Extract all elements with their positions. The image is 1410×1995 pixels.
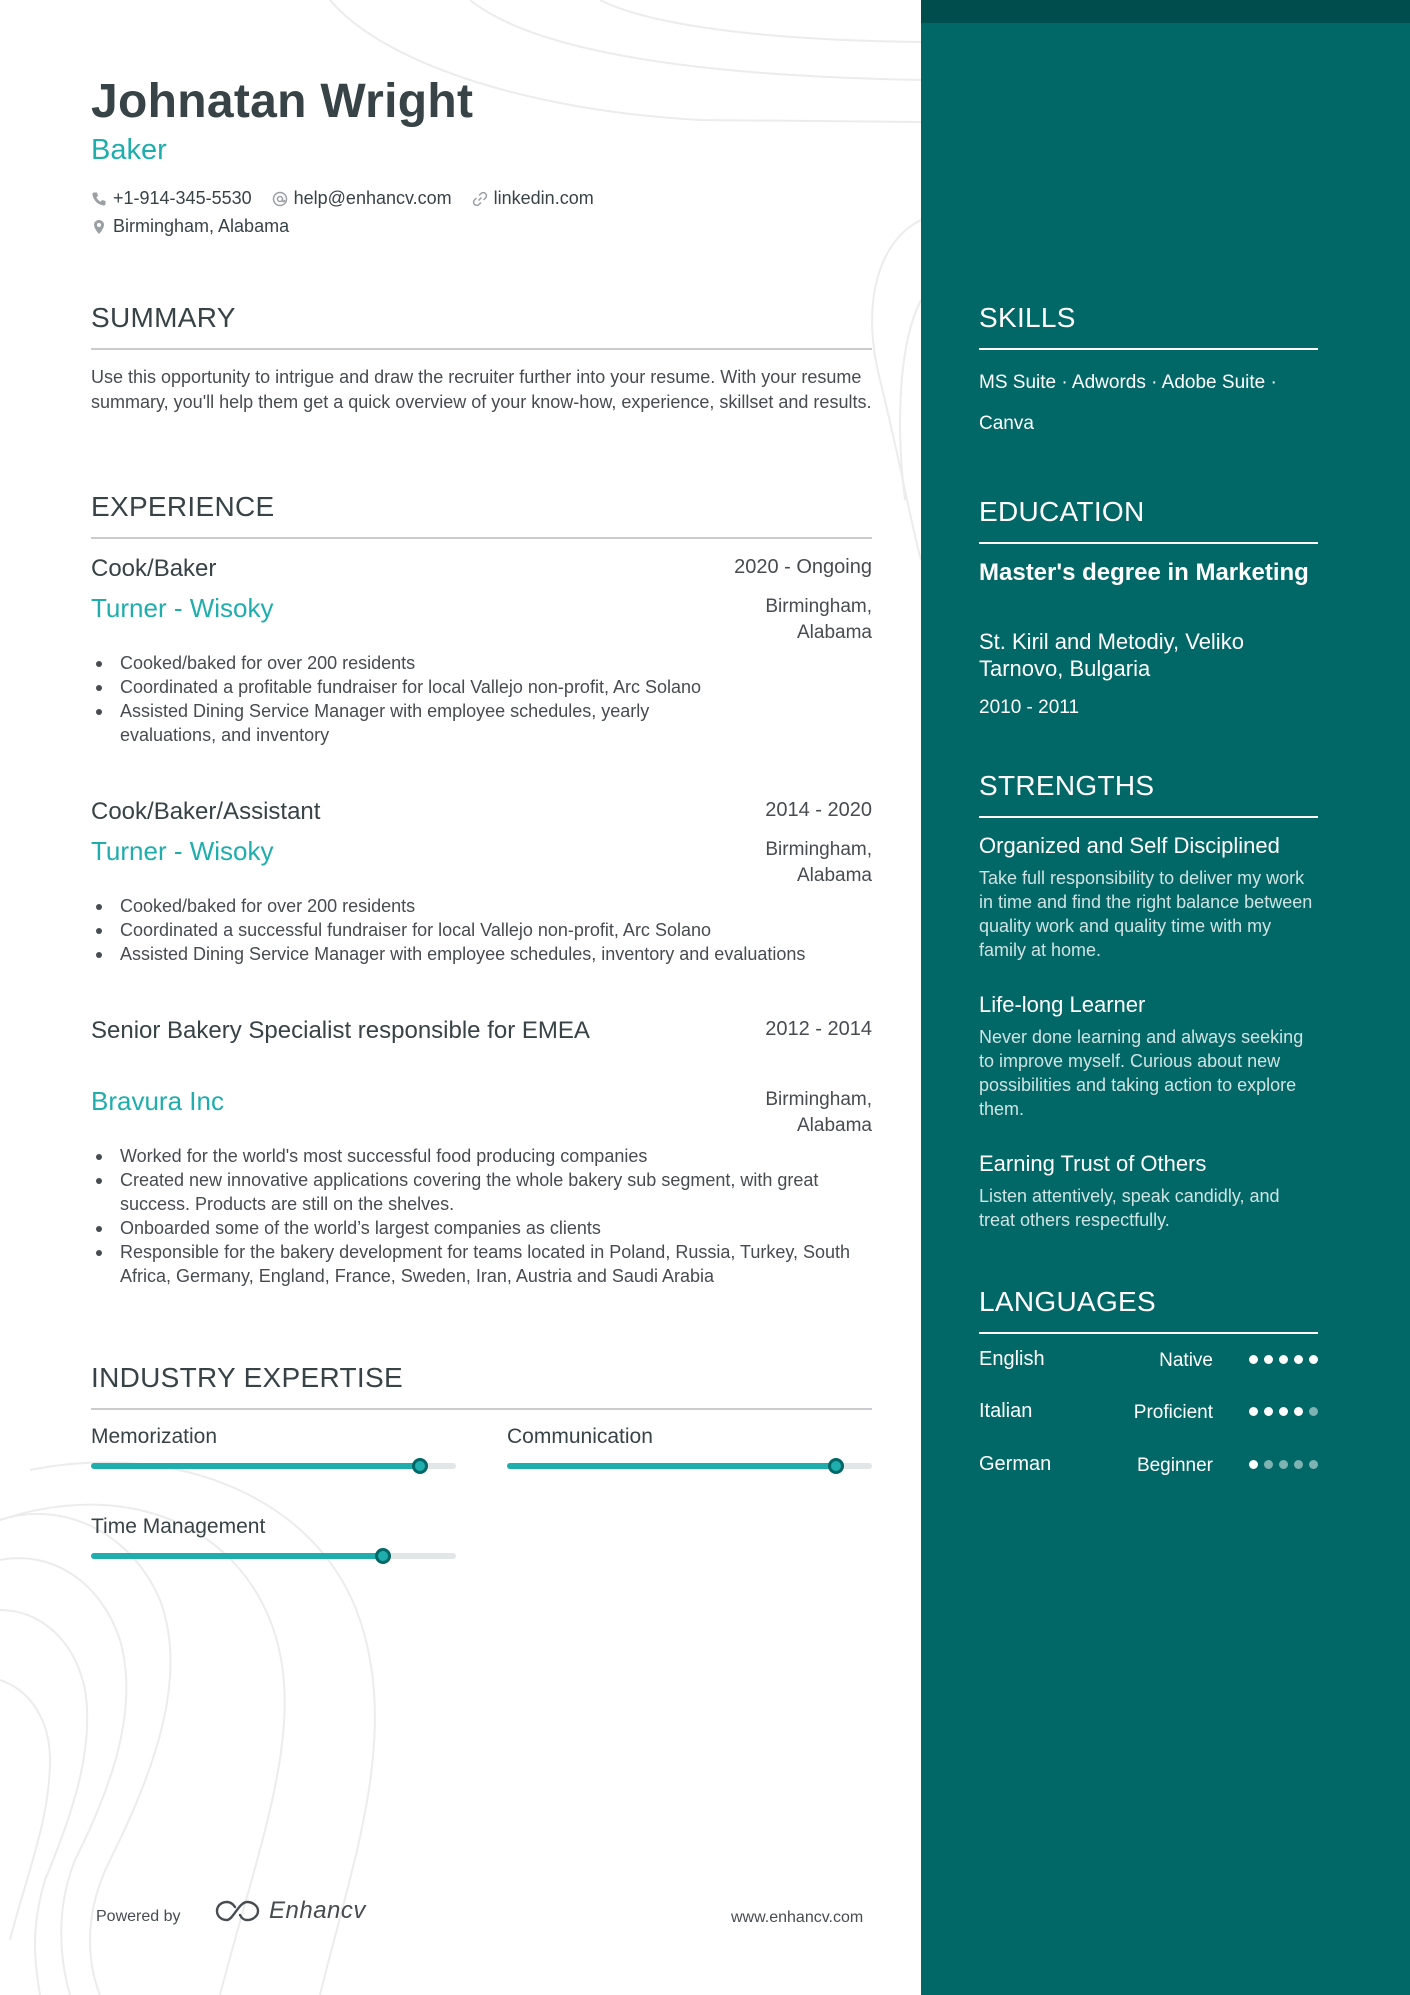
language-name: Italian: [979, 1400, 1033, 1422]
list-item: Coordinated a successful fundraiser for local Vallejo non-profit, Arc Solano: [91, 918, 872, 942]
strengths-divider: [979, 816, 1318, 818]
summary-heading: SUMMARY: [91, 302, 236, 333]
dot-filled: [1294, 1407, 1303, 1416]
location-row: [91, 216, 309, 237]
expertise-fill: [91, 1463, 420, 1469]
expertise-track: [91, 1553, 456, 1559]
contact-linkedin[interactable]: [472, 188, 594, 209]
dot-filled: [1294, 1355, 1303, 1364]
strength-item: [979, 991, 1318, 1121]
link-icon: [472, 191, 488, 207]
strength-title: Life-long Learner: [979, 992, 1146, 1017]
job-company: Turner - Wisoky: [91, 836, 274, 866]
job-location: Birmingham, Alabama: [765, 1089, 872, 1136]
contact-location: [91, 216, 289, 237]
job-entry: [91, 1016, 872, 1316]
location-pin-icon: [91, 219, 107, 235]
language-level: Proficient: [1133, 1402, 1213, 1423]
strength-item: [979, 832, 1318, 962]
expertise-label: Memorization: [91, 1425, 218, 1448]
expertise-label: Time Management: [91, 1515, 266, 1538]
expertise-label: Communication: [507, 1425, 653, 1448]
dot-filled: [1279, 1355, 1288, 1364]
education-school: St. Kiril and Metodiy, Veliko Tarnovo, Bulgaria: [979, 629, 1244, 681]
list-item: Assisted Dining Service Manager with employee schedules, inventory and evaluations: [91, 942, 872, 966]
job-entry: [91, 554, 872, 774]
language-row: [979, 1453, 1318, 1483]
dot-filled: [1249, 1460, 1258, 1469]
expertise-item: [91, 1515, 456, 1539]
list-item: Created new innovative applications covering the whole bakery sub segment, with great success. Products are still on the shelves.: [91, 1168, 872, 1216]
strengths-heading: STRENGTHS: [979, 770, 1155, 801]
expertise-knob: [412, 1458, 428, 1474]
expertise-knob: [375, 1548, 391, 1564]
dot-empty: [1264, 1460, 1273, 1469]
list-item: Assisted Dining Service Manager with employee schedules, yearly evaluations, and inventory: [91, 699, 872, 747]
expertise-fill: [91, 1553, 383, 1559]
dot-empty: [1279, 1460, 1288, 1469]
education-degree: Master's degree in Marketing: [979, 559, 1309, 586]
language-level: Beginner: [1136, 1455, 1213, 1476]
powered-by-label: Powered by: [96, 1908, 181, 1925]
skills-divider: [979, 348, 1318, 350]
experience-heading: EXPERIENCE: [91, 491, 275, 522]
education-dates: 2010 - 2011: [979, 697, 1080, 718]
expertise-divider: [91, 1408, 872, 1410]
candidate-name: Johnatan Wright: [91, 75, 474, 128]
list-item: Cooked/baked for over 200 residents: [91, 894, 872, 918]
job-title: Cook/Baker: [91, 555, 217, 582]
list-item: Coordinated a profitable fundraiser for local Vallejo non-profit, Arc Solano: [91, 675, 872, 699]
language-name: English: [979, 1348, 1045, 1370]
sidebar-top-bar: [921, 0, 1410, 23]
job-company: Turner - Wisoky: [91, 593, 274, 623]
languages-divider: [979, 1332, 1318, 1334]
job-dates: 2020 - Ongoing: [734, 556, 872, 578]
education-divider: [979, 542, 1318, 544]
language-dots: [1243, 1355, 1318, 1364]
dot-filled: [1249, 1355, 1258, 1364]
job-bullets: [91, 1144, 872, 1288]
job-location: Birmingham, Alabama: [765, 839, 872, 886]
job-title: Senior Bakery Specialist responsible for EMEA: [91, 1017, 590, 1044]
job-entry: [91, 797, 872, 997]
email-text: help@enhancv.com: [293, 188, 452, 208]
language-dots: [1243, 1460, 1318, 1469]
language-row: [979, 1348, 1318, 1378]
job-company: Bravura Inc: [91, 1086, 224, 1116]
languages-heading: LANGUAGES: [979, 1286, 1156, 1317]
contact-phone[interactable]: [91, 188, 252, 209]
job-dates: 2012 - 2014: [765, 1018, 872, 1040]
website-link[interactable]: www.enhancv.com: [731, 1909, 864, 1926]
strength-title: Earning Trust of Others: [979, 1151, 1207, 1176]
dot-filled: [1264, 1407, 1273, 1416]
job-title: Cook/Baker/Assistant: [91, 798, 321, 825]
dot-empty: [1294, 1460, 1303, 1469]
dot-empty: [1309, 1460, 1318, 1469]
skills-heading: SKILLS: [979, 302, 1076, 333]
dot-filled: [1249, 1407, 1258, 1416]
job-bullets: [91, 651, 872, 747]
expertise-track: [507, 1463, 872, 1469]
location-text: Birmingham, Alabama: [113, 216, 290, 236]
strength-title: Organized and Self Disciplined: [979, 833, 1280, 858]
expertise-heading: INDUSTRY EXPERTISE: [91, 1362, 403, 1393]
strength-desc: Never done learning and always seeking to improve myself. Curious about new possibilities and taking action to explore them.: [979, 1027, 1304, 1119]
language-name: German: [979, 1453, 1052, 1475]
expertise-knob: [828, 1458, 844, 1474]
language-level: Native: [1159, 1350, 1213, 1371]
language-dots: [1243, 1407, 1318, 1416]
summary-text: Use this opportunity to intrigue and draw the recruiter further into your resume. With your resume summary, you'll help them get a quick overview of your know-how, experience, skillset and results.: [91, 367, 872, 412]
expertise-fill: [507, 1463, 836, 1469]
list-item: Cooked/baked for over 200 residents: [91, 651, 872, 675]
list-item: Worked for the world's most successful food producing companies: [91, 1144, 872, 1168]
dot-filled: [1264, 1355, 1273, 1364]
dot-empty: [1309, 1407, 1318, 1416]
expertise-item: [91, 1425, 456, 1449]
linkedin-text: linkedin.com: [493, 188, 594, 208]
expertise-item: [507, 1425, 872, 1449]
skills-list: MS Suite · Adwords · Adobe Suite · Canva: [979, 372, 1277, 434]
experience-divider: [91, 537, 872, 539]
infinity-logo-icon: [215, 1898, 261, 1924]
candidate-role: Baker: [91, 134, 167, 166]
list-item: Onboarded some of the world’s largest companies as clients: [91, 1216, 872, 1240]
phone-icon: [91, 191, 107, 207]
job-location: Birmingham, Alabama: [765, 596, 872, 643]
expertise-track: [91, 1463, 456, 1469]
phone-text: +1-914-345-5530: [113, 188, 252, 208]
job-bullets: [91, 894, 872, 966]
dot-filled: [1279, 1407, 1288, 1416]
enhancv-logo[interactable]: [215, 1897, 366, 1925]
contact-row: [91, 188, 614, 209]
brand-name: Enhancv: [269, 1897, 366, 1924]
job-dates: 2014 - 2020: [765, 799, 872, 821]
strength-desc: Listen attentively, speak candidly, and treat others respectfully.: [979, 1186, 1280, 1230]
education-heading: EDUCATION: [979, 496, 1145, 527]
contact-email[interactable]: [272, 188, 452, 209]
strength-desc: Take full responsibility to deliver my work in time and find the right balance between quality work and quality time with my family at home.: [979, 868, 1313, 960]
strength-item: [979, 1150, 1318, 1232]
at-sign-icon: [272, 191, 288, 207]
dot-filled: [1309, 1355, 1318, 1364]
language-row: [979, 1400, 1318, 1430]
list-item: Responsible for the bakery development for teams located in Poland, Russia, Turkey, South Africa, Germany, England, France, Sweden, Iran, Austria and Saudi Arabia: [91, 1240, 872, 1288]
summary-divider: [91, 348, 872, 350]
